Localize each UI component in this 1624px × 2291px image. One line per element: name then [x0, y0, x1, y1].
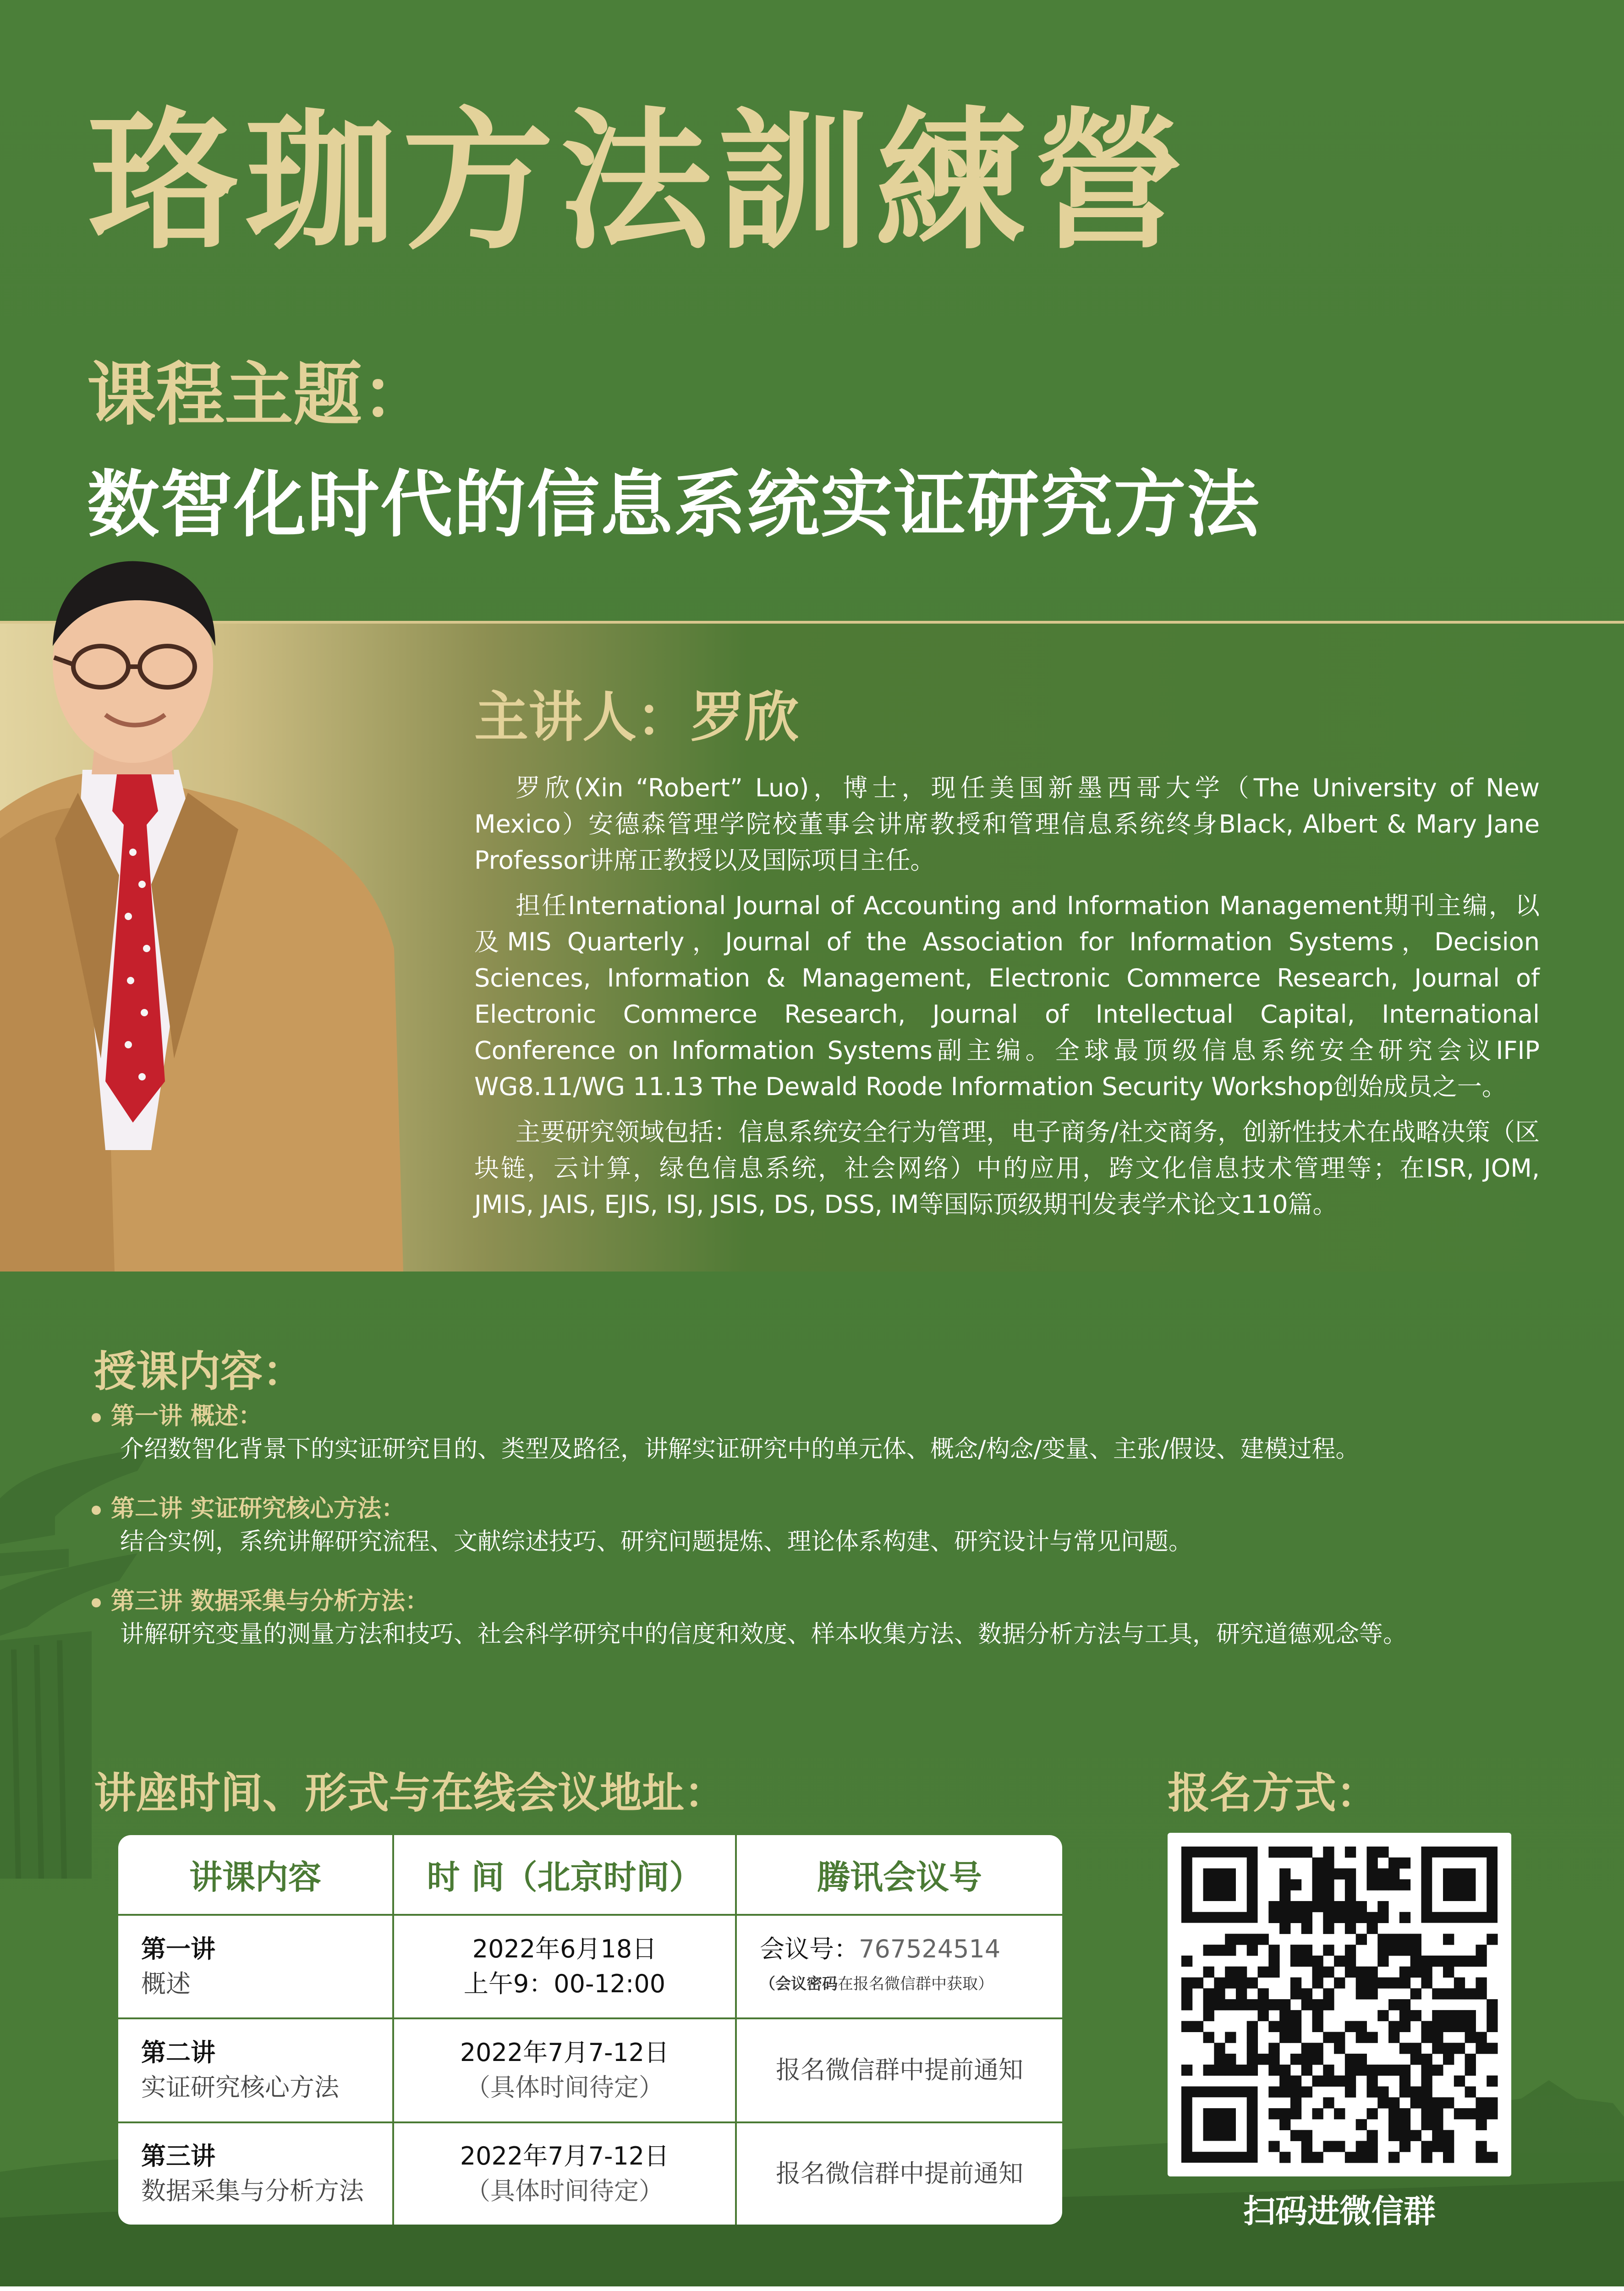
- table-row: [118, 2018, 1062, 2122]
- column-header: 时 间（北京时间）: [393, 1835, 736, 1915]
- lecture-name: 概述: [141, 1969, 191, 1999]
- lecture-title: 第三讲 数据采集与分析方法：: [111, 1588, 429, 1615]
- registration-heading: 报名方式：: [1168, 1769, 1379, 1818]
- lecture-time: （具体时间待定）: [466, 2176, 664, 2206]
- lecture-date: 2022年6月18日: [472, 1935, 657, 1964]
- meeting-info: 报名微信群中提前通知: [736, 2018, 1062, 2122]
- qr-code[interactable]: [1168, 1833, 1511, 2176]
- lecture-date: 2022年7月7-12日: [460, 2142, 669, 2171]
- lecture-date: 2022年7月7-12日: [460, 2038, 669, 2067]
- bio-paragraph: 主要研究领域包括：信息系统安全行为管理，电子商务/社交商务，创新性技术在战略决策（区块链，云计算，绿色信息系统，社会网络）中的应用，跨文化信息技术管理等；在ISR, JOM, JMIS, JAIS, EJIS, ISJ, JSIS, DS, DSS, IM等国际顶级期刊发表学术论文110篇。: [474, 1118, 1540, 1219]
- lecture-desc: 介绍数智化背景下的实证研究目的、类型及路径，讲解实证研究中的单元体、概念/构念/变量、主张/假设、建模过程。: [120, 1436, 1360, 1463]
- bio-paragraph: 担任International Journal of Accounting and Information Management期刊主编，以及MIS Quarterly，Journal of the Association for Information Systems，Decision Sciences, Information & Management, Electronic Commerce Research, Journal of Electronic Commerce Research, Journal of Intellectual Capital, International Conference on Information Systems副主编。全球最顶级信息系统安全研究会议IFIP WG8.11/WG 11.13 The Dewald Roode Information Security Workshop创始成员之一。: [474, 891, 1540, 1101]
- meeting-label: 会议号：: [760, 1935, 859, 1964]
- schedule-table: [118, 1835, 1062, 2225]
- lecture-item: [92, 1585, 1558, 1651]
- lecture-title: 第二讲 实证研究核心方法：: [111, 1495, 406, 1523]
- table-row: [118, 1915, 1062, 2018]
- bullet-icon: [92, 1598, 101, 1607]
- qr-code-icon: [1168, 1833, 1511, 2176]
- lecture-number: 第二讲: [141, 2038, 215, 2067]
- bullet-icon: [92, 1413, 101, 1422]
- table-header-row: [118, 1835, 1062, 1915]
- lecture-item: [92, 1400, 1558, 1466]
- speaker-bio: [474, 770, 1540, 1232]
- meeting-note: 在报名微信群中获取）: [838, 1975, 993, 1994]
- lecture-time: （具体时间待定）: [466, 2073, 664, 2102]
- lecture-item: [92, 1492, 1558, 1558]
- topic-title: 数智化时代的信息系统实证研究方法: [87, 463, 1260, 547]
- speaker-heading: 主讲人：罗欣: [474, 685, 799, 749]
- column-header: 腾讯会议号: [736, 1835, 1062, 1915]
- lecture-time: 上午9：00-12:00: [463, 1969, 666, 1999]
- bullet-icon: [92, 1506, 101, 1515]
- table-row: [118, 2122, 1062, 2225]
- schedule-heading: 讲座时间、形式与在线会议地址：: [94, 1769, 727, 1818]
- lecture-list: [92, 1400, 1558, 1677]
- meeting-info: 报名微信群中提前通知: [736, 2122, 1062, 2225]
- course-heading: 授课内容：: [94, 1347, 305, 1396]
- lecture-desc: 讲解研究变量的测量方法和技巧、社会科学研究中的信度和效度、样本收集方法、数据分析方法与工具，研究道德观念等。: [120, 1621, 1407, 1648]
- meeting-id: 767524514: [859, 1935, 1001, 1964]
- lecture-name: 数据采集与分析方法: [141, 2176, 364, 2206]
- meeting-password-label: （会议密码: [760, 1975, 838, 1994]
- lecture-desc: 结合实例，系统讲解研究流程、文献综述技巧、研究问题提炼、理论体系构建、研究设计与常见问题。: [120, 1528, 1193, 1556]
- bio-paragraph: 罗欣(Xin “Robert” Luo)，博士，现任美国新墨西哥大学（The University of New Mexico）安德森管理学院校董事会讲席教授和管理信息系统终身Black, Albert & Mary Jane Professor讲席正教授以及国际项目主任。: [474, 773, 1540, 875]
- lecture-title: 第一讲 概述：: [111, 1403, 263, 1430]
- lecture-number: 第一讲: [141, 1935, 215, 1964]
- lecture-name: 实证研究核心方法: [141, 2073, 339, 2102]
- footer: [0, 2286, 1624, 2291]
- topic-label: 课程主题：: [87, 355, 431, 435]
- lecture-number: 第三讲: [141, 2142, 215, 2171]
- column-header: 讲课内容: [118, 1835, 393, 1915]
- speaker-portrait: [0, 554, 403, 1272]
- qr-caption: 扫码进微信群: [1243, 2192, 1436, 2230]
- main-title: 珞珈方法訓練營: [87, 92, 1191, 270]
